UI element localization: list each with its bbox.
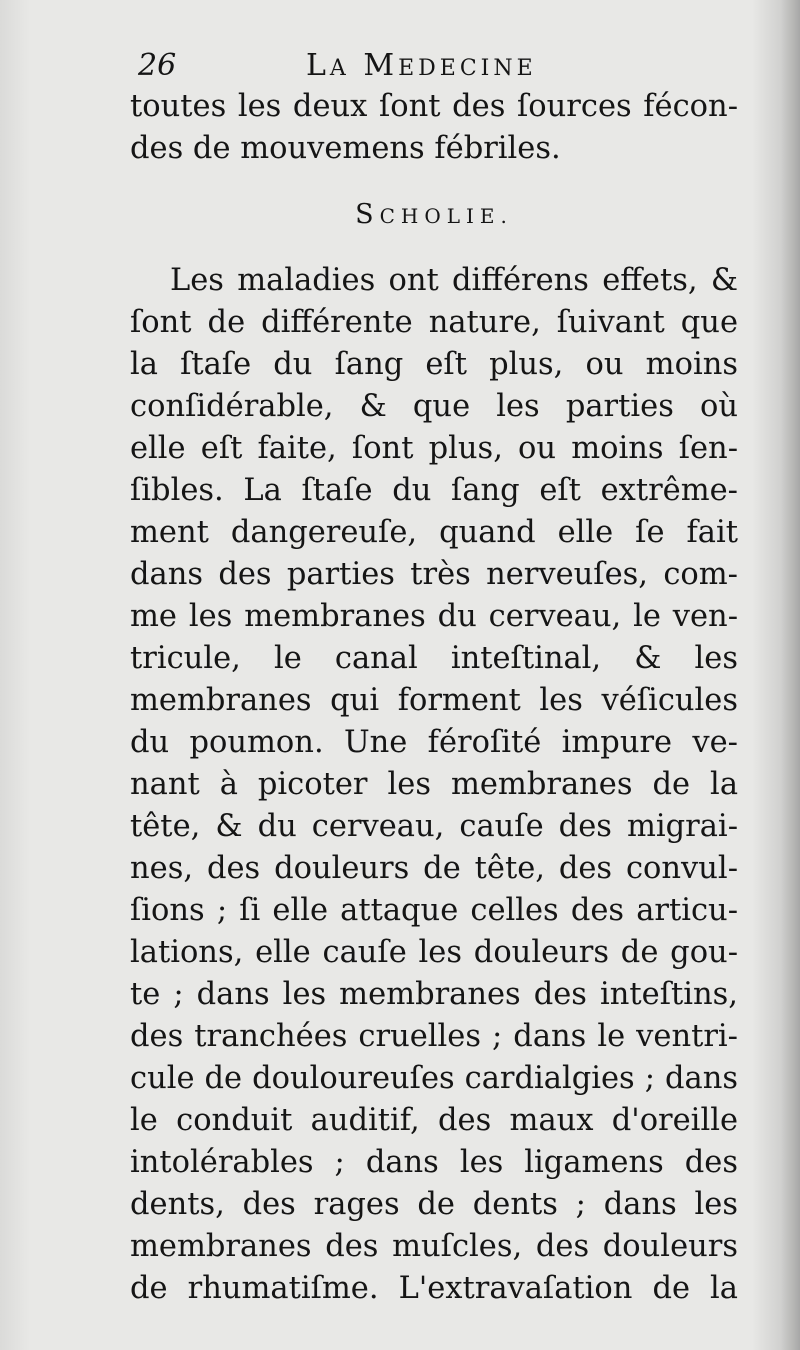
text-line: lations, elle cauſe les douleurs de gou-	[130, 935, 738, 970]
section-heading	[130, 170, 738, 252]
text-line: du poumon. Une féroſité impure ve-	[130, 725, 738, 760]
text-line: conſidérable, & que les parties où	[130, 389, 738, 424]
text-line: tête, & du cerveau, cauſe des migrai-	[130, 809, 738, 844]
running-title-initial-2: M	[363, 48, 399, 83]
running-title-word-1: A	[329, 56, 350, 81]
text-line: ſions ; ſi elle attaque celles des articu-	[130, 893, 738, 928]
running-title-initial-1: L	[306, 48, 330, 83]
text-line: membranes qui forment les véſicules	[130, 683, 738, 718]
running-title	[306, 44, 537, 91]
text-line: toutes les deux ſont des ſources fécon-	[130, 89, 738, 124]
text-line: la ſtaſe du ſang eſt plus, ou moins	[130, 347, 738, 382]
heading-spacer	[130, 252, 738, 260]
page-number: 26	[138, 48, 177, 83]
text-line: dents, des rages de dents ; dans les	[130, 1187, 738, 1222]
text-line: me les membranes du cerveau, le ven-	[130, 599, 738, 634]
text-line: dans des parties très nerveuſes, com-	[130, 557, 738, 592]
page-left-shadow	[0, 0, 30, 1350]
text-line: des tranchées cruelles ; dans le ventri-	[130, 1019, 738, 1054]
text-line: intolérables ; dans les ligamens des	[130, 1145, 738, 1180]
text-line: te ; dans les membranes des inteſtins,	[130, 977, 738, 1012]
page-header	[138, 44, 738, 88]
running-title-word-2: EDECINE	[398, 56, 537, 81]
body-text	[130, 86, 738, 1310]
text-line: des de mouvemens fébriles.	[130, 131, 561, 166]
text-line: de rhumatiſme. L'extravaſation de la	[130, 1271, 738, 1306]
text-line: cule de douloureuſes cardialgies ; dans	[130, 1061, 738, 1096]
text-line: ſibles. La ſtaſe du ſang eſt extrême-	[130, 473, 738, 508]
text-line: nes, des douleurs de tête, des convul-	[130, 851, 738, 886]
text-line: membranes des muſcles, des douleurs	[130, 1229, 738, 1264]
text-line: Les maladies ont différens effets, &	[170, 263, 738, 298]
text-line: ſont de différente nature, ſuivant que	[130, 305, 738, 340]
text-line: tricule, le canal inteſtinal, & les	[130, 641, 738, 676]
text-line: nant à picoter les membranes de la	[130, 767, 738, 802]
text-line: ment dangereuſe, quand elle ſe fait	[130, 515, 738, 550]
section-heading-rest: CHOLIE.	[379, 204, 513, 228]
text-line: elle eſt faite, ſont plus, ou moins ſen-	[130, 431, 738, 466]
page-spine-shadow	[752, 0, 800, 1350]
section-heading-initial: S	[355, 199, 380, 230]
text-line: le conduit auditif, des maux d'oreille	[130, 1103, 738, 1138]
